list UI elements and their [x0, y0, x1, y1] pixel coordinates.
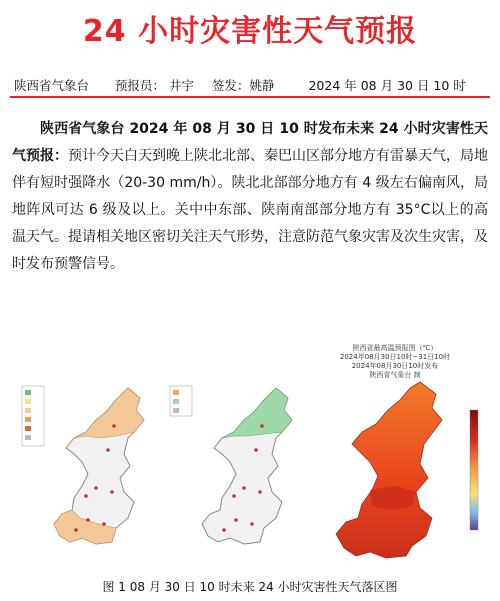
heat-map: [300, 340, 490, 560]
map2-legend: [170, 386, 192, 416]
issue-meta: [14, 76, 486, 94]
heat-map-maker: 陕西省气象台 制: [369, 371, 421, 379]
wind-map: [164, 358, 314, 558]
signer-name: 签发：姚静: [211, 78, 275, 93]
heat-map-period: 2024年08月30日10时~31日10时: [339, 353, 451, 361]
shaanxi-heat-fill: [336, 382, 442, 558]
figure-caption: 图 1 08 月 30 日 10 时未来 24 小时灾害性天气落区图: [102, 580, 398, 594]
forecast-body: 预计今天白天到晚上陕北北部、秦巴山区部分地方有雷暴天气，局地伴有短时强降水（20-30 mm/h）。陕北北部部分地方有 4 级左右偏南风，局地阵风可达 6 级及以上。关中中东部、陕南南部部分地方有 35°C以上的高温天气。提请相关地区密切关注天气形势，注意防范气象灾害及次生灾害，及时发布预警信号。: [12, 148, 488, 272]
page-title: 24 小时灾害性天气预报: [82, 14, 418, 49]
forecaster-name: 预报员： 井宇: [115, 78, 194, 93]
forecast-lead: 陕西省气象台 2024 年 08 月 30 日 10 时发布未来 24 小时灾害性天气预报：: [12, 121, 488, 164]
heat-map-title: 陕西省最高温预报图（℃）: [352, 344, 438, 352]
forecast-paragraph: [12, 116, 488, 278]
thunder-map: [16, 358, 166, 558]
heat-map-issued: 2024年08月30日10时发布: [351, 362, 439, 370]
issuer-name: 陕西省气象台: [14, 78, 90, 93]
issue-time: 2024 年 08 月 30 日 10 时: [308, 78, 466, 93]
forecast-maps: [0, 340, 500, 560]
header-divider: [10, 96, 490, 98]
map1-legend: [22, 386, 44, 446]
heat-legend-bar: [470, 410, 478, 530]
